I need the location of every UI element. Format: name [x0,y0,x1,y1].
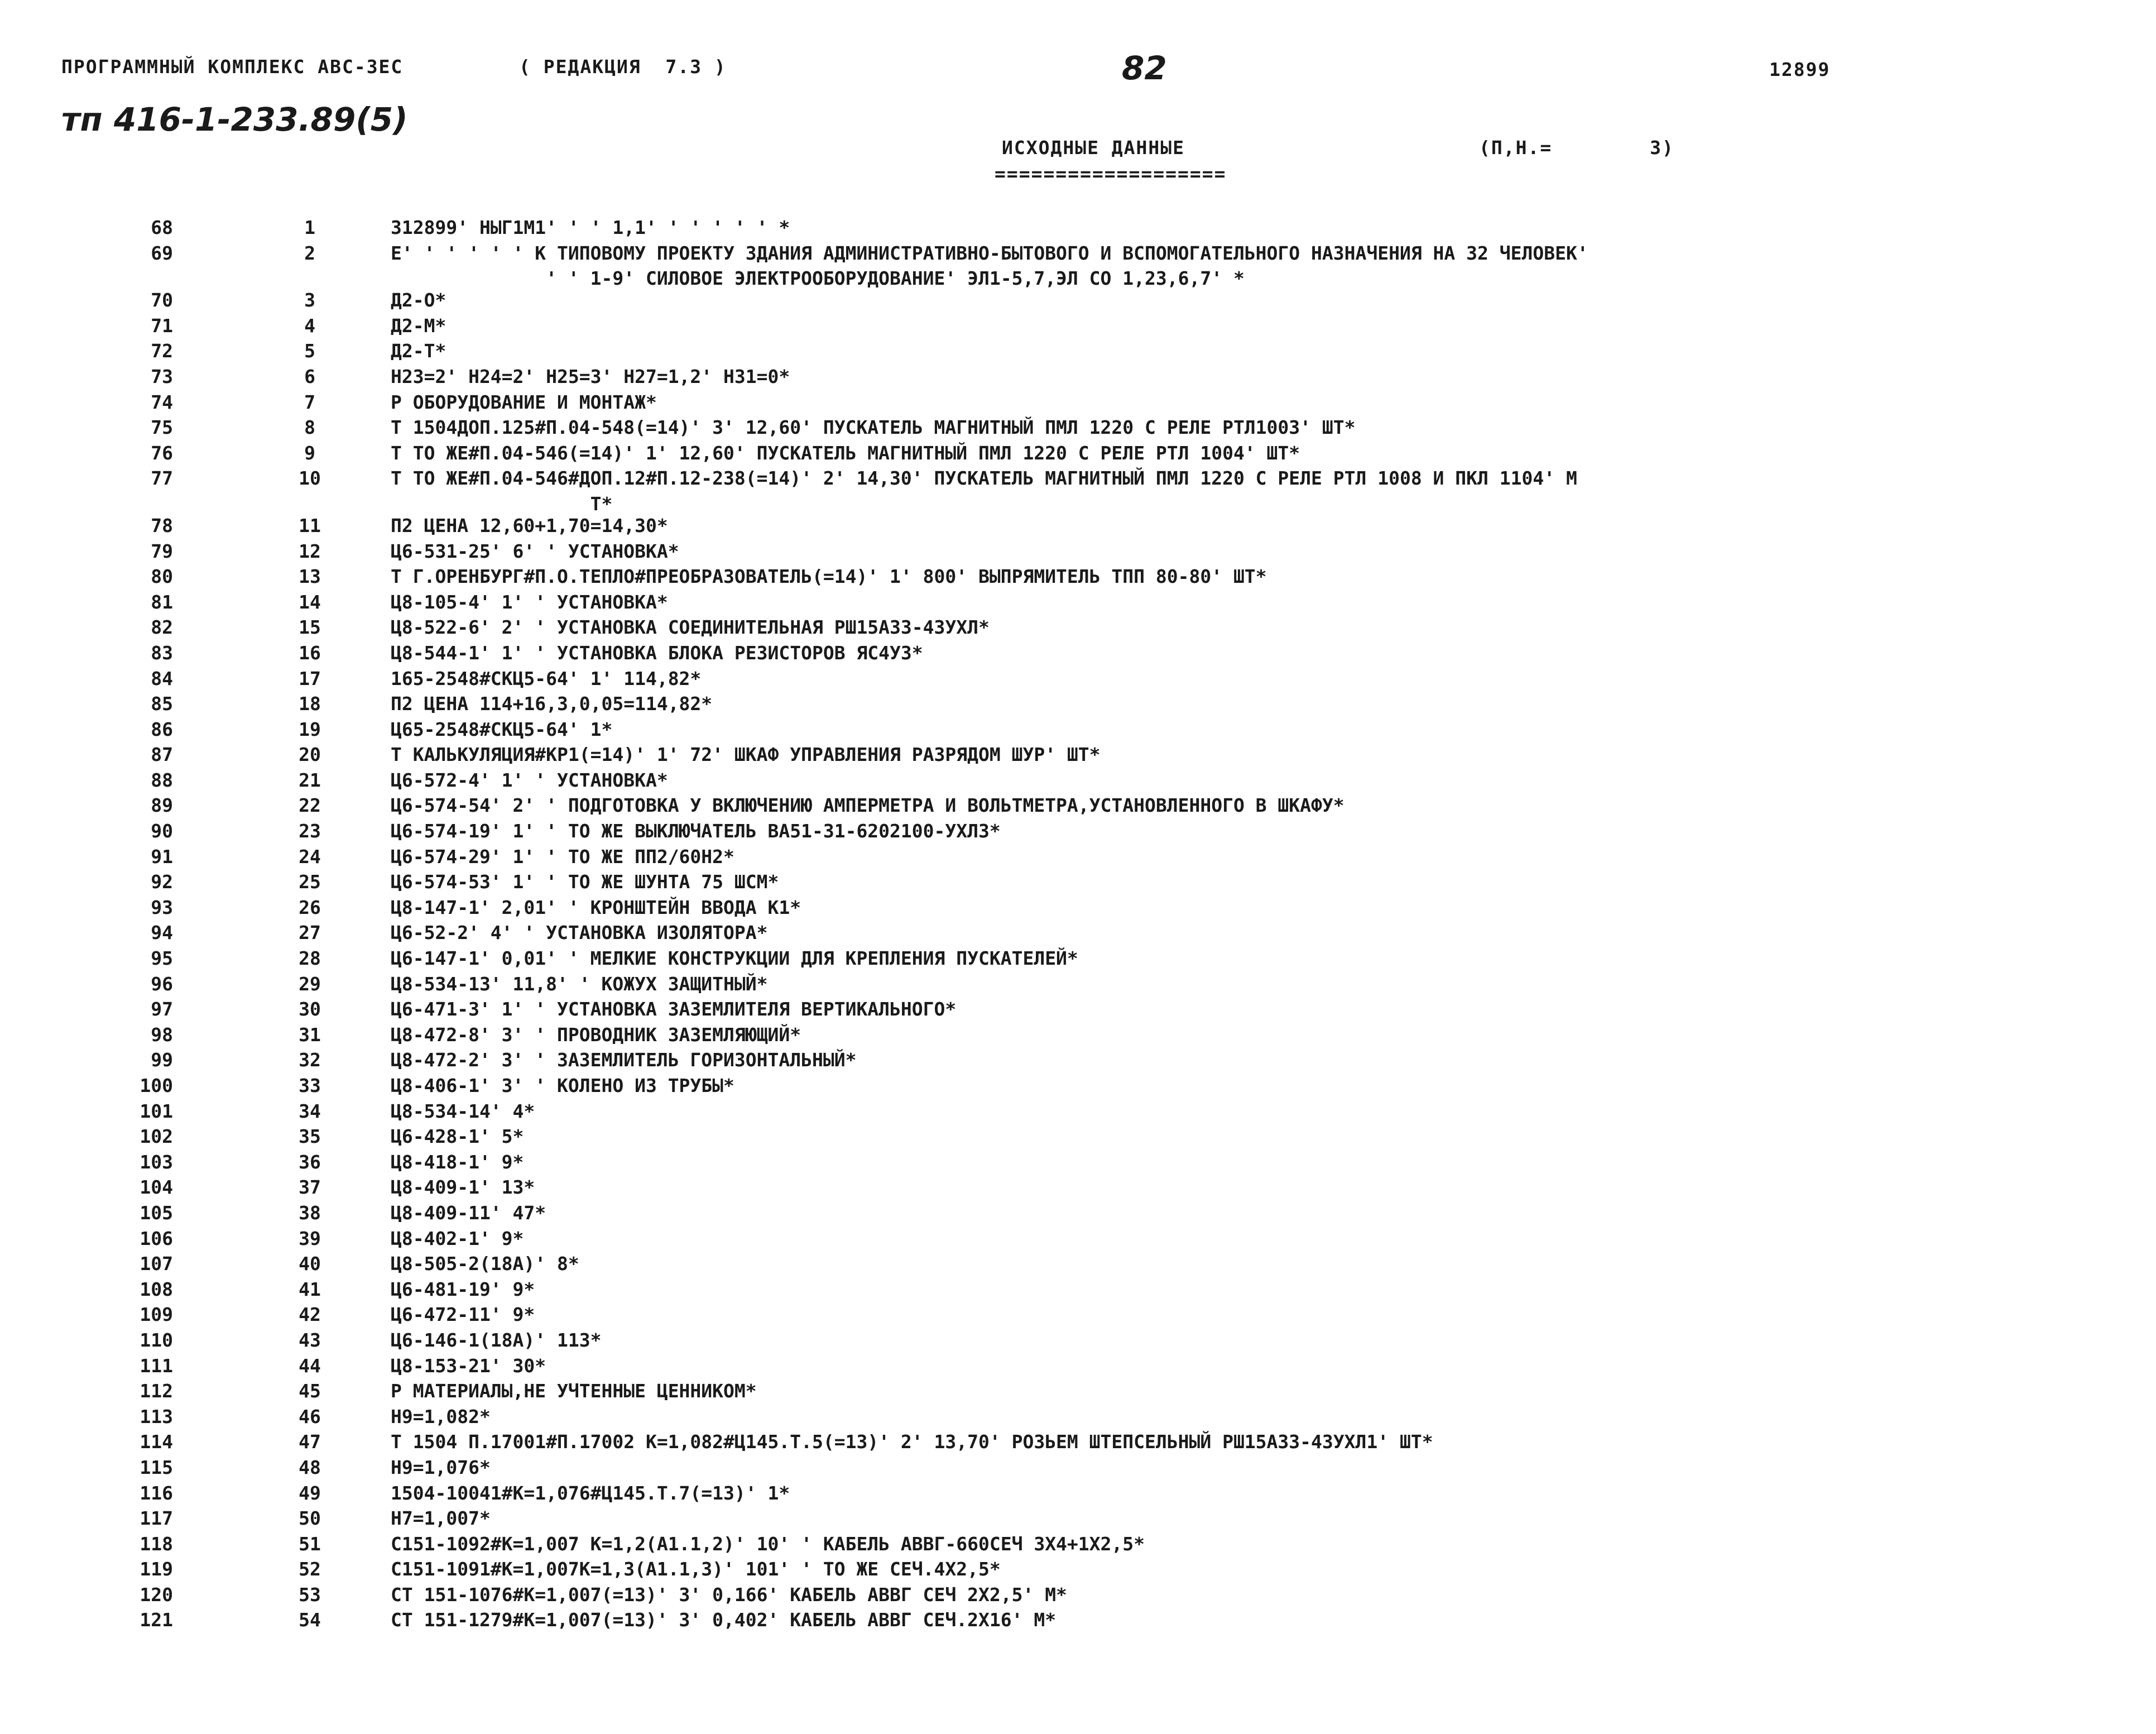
line-sequence-number: 76 [151,442,173,464]
statement-text: Ц8-105-4' 1' ' УСТАНОВКА* [391,591,668,613]
listing-row [112,590,2132,615]
listing-row [112,1277,2132,1302]
statement-number: 40 [299,1253,321,1275]
listing-row [112,1328,2132,1353]
statement-number: 19 [299,718,321,740]
statement-number: 44 [299,1354,321,1377]
statement-text: Т 1504ДОП.125#П.04-548(=14)' 3' 12,60' ПУСКАТЕЛЬ МАГНИТНЫЙ ПМЛ 1220 С РЕЛЕ РТЛ1003' ШТ* [391,416,1356,439]
listing-row [112,338,2132,364]
listing-row [112,844,2132,870]
statement-text: Т 1504 П.17001#П.17002 К=1,082#Ц145.Т.5(=13)' 2' 13,70' РОЗЬЕМ ШТЕПСЕЛЬНЫЙ РШ15А33-43УХЛ1' ШТ* [391,1431,1433,1453]
page-number: 82 [1122,49,1167,87]
line-sequence-number: 69 [151,242,173,264]
line-sequence-number: 115 [140,1456,173,1478]
line-sequence-number: 75 [151,416,173,439]
line-sequence-number: 93 [151,896,173,918]
statement-text: Ц6-471-3' 1' ' УСТАНОВКА ЗАЗЕМЛИТЕЛЯ ВЕРТИКАЛЬНОГО* [391,998,957,1021]
listing-row [112,1378,2132,1404]
statement-text: Ц6-472-11' 9* [391,1304,535,1326]
statement-number: 51 [299,1532,321,1555]
listing-row [112,491,2132,513]
statement-number: 33 [299,1075,321,1096]
line-sequence-number: 74 [151,391,173,413]
line-sequence-number: 72 [151,340,173,362]
statement-text: Т* [391,492,613,515]
statement-number: 41 [299,1278,321,1300]
listing-row [112,364,2132,390]
section-parameter: (П,Н.= 3) [1479,137,1674,159]
statement-text: Д2-О* [391,289,446,312]
statement-number: 48 [299,1456,321,1478]
line-sequence-number: 90 [151,820,173,842]
listing-row [112,215,2132,241]
statement-number: 16 [299,641,321,664]
line-sequence-number: 101 [140,1100,173,1122]
listing-row [112,1124,2132,1149]
statement-number: 35 [299,1125,321,1148]
statement-text: Р ОБОРУДОВАНИЕ И МОНТАЖ* [391,391,657,413]
line-sequence-number: 119 [140,1558,173,1580]
statement-text: СТ 151-1279#К=1,007(=13)' 3' 0,402' КАБЕЛЬ АВВГ СЕЧ.2Х16' М* [391,1609,1057,1631]
statement-text: Ц8-472-2' 3' ' ЗАЗЕМЛИТЕЛЬ ГОРИЗОНТАЛЬНЫЙ* [391,1049,857,1071]
statement-text: Ц6-428-1' 5* [391,1125,524,1148]
listing-row [112,440,2132,466]
listing-row [112,1607,2132,1633]
line-sequence-number: 71 [151,314,173,337]
section-underline: =================== [995,163,1227,185]
statement-text: Д2-Т* [391,340,446,362]
statement-number: 3 [304,289,315,312]
statement-number: 49 [299,1482,321,1504]
statement-text: Ц6-572-4' 1' ' УСТАНОВКА* [391,769,668,791]
statement-text: Е' ' ' ' ' ' К ТИПОВОМУ ПРОЕКТУ ЗДАНИЯ АДМИНИСТРАТИВНО-БЫТОВОГО И ВСПОМОГАТЕЛЬНОГО НАЗНАЧЕНИЯ НА 32 ЧЕЛОВЕК' [391,242,1588,264]
statement-text: Н23=2' Н24=2' Н25=3' Н27=1,2' Н31=0* [391,365,790,387]
project-code: тп 416-1-233.89(5) [61,100,408,138]
statement-text: Т КАЛЬКУЛЯЦИЯ#КР1(=14)' 1' 72' ШКАФ УПРАВЛЕНИЯ РАЗРЯДОМ ШУР' ШТ* [391,744,1101,766]
statement-number: 36 [299,1151,321,1173]
statement-number: 45 [299,1380,321,1402]
line-sequence-number: 114 [140,1431,173,1453]
statement-number: 43 [299,1329,321,1351]
statement-number: 12 [299,540,321,562]
listing-row [112,1531,2132,1557]
statement-text: Ц8-534-14' 4* [391,1100,535,1122]
statement-number: 52 [299,1558,321,1580]
statement-number: 34 [299,1100,321,1122]
statement-number: 15 [299,616,321,639]
statement-number: 1 [304,217,315,238]
statement-text: Ц8-402-1' 9* [391,1227,524,1249]
statement-number: 29 [299,973,321,995]
line-sequence-number: 117 [140,1507,173,1530]
line-sequence-number: 109 [140,1304,173,1326]
line-sequence-number: 97 [151,998,173,1021]
statement-number: 10 [299,467,321,490]
statement-text: С151-1092#К=1,007 К=1,2(А1.1,2)' 10' ' КАБЕЛЬ АВВГ-660СЕЧ 3Х4+1Х2,5* [391,1532,1145,1555]
statement-text: 312899' НЫГ1М1' ' ' 1,1' ' ' ' ' ' * [391,217,790,238]
line-sequence-number: 73 [151,365,173,387]
listing-row [112,793,2132,818]
statement-number: 28 [299,947,321,970]
statement-text: Ц8-534-13' 11,8' ' КОЖУХ ЗАЩИТНЫЙ* [391,973,768,995]
listing-row [112,1455,2132,1481]
listing-row [112,615,2132,640]
document-number: 12899 [1769,59,1831,80]
listing-row [112,1047,2132,1073]
statement-number: 37 [299,1176,321,1199]
listing-row [112,288,2132,313]
listing-row [112,1200,2132,1226]
line-sequence-number: 111 [140,1354,173,1377]
line-sequence-number: 82 [151,616,173,639]
statement-text: Ц6-574-29' 1' ' ТО ЖЕ ПП2/60Н2* [391,845,734,868]
statement-text: СТ 151-1076#К=1,007(=13)' 3' 0,166' КАБЕЛЬ АВВГ СЕЧ 2Х2,5' М* [391,1583,1067,1606]
listing-row [112,768,2132,793]
line-sequence-number: 88 [151,769,173,791]
listing-row [112,717,2132,743]
line-sequence-number: 70 [151,289,173,312]
statement-number: 11 [299,514,321,537]
listing-row [112,742,2132,768]
listing-row [112,1175,2132,1200]
listing-row [112,390,2132,415]
statement-text: ' ' 1-9' СИЛОВОЕ ЭЛЕКТРООБОРУДОВАНИЕ' ЭЛ1-5,7,ЭЛ СО 1,23,6,7' * [391,267,1245,290]
listing-row [112,1353,2132,1379]
statement-number: 22 [299,794,321,817]
statement-text: Ц6-574-19' 1' ' ТО ЖЕ ВЫКЛЮЧАТЕЛЬ ВА51-31-6202100-УХЛ3* [391,820,1001,842]
statement-text: Ц8-522-6' 2' ' УСТАНОВКА СОЕДИНИТЕЛЬНАЯ РШ15А33-43УХЛ* [391,616,990,639]
statement-number: 13 [299,566,321,588]
listing-row [112,971,2132,997]
statement-text: Ц6-574-53' 1' ' ТО ЖЕ ШУНТА 75 ШСМ* [391,871,779,893]
statement-text: Ц6-146-1(18А)' 113* [391,1329,602,1351]
statement-number: 54 [299,1609,321,1631]
statement-number: 17 [299,667,321,689]
listing-row [112,1251,2132,1277]
line-sequence-number: 95 [151,947,173,970]
listing-row [112,539,2132,564]
statement-text: Т ТО ЖЕ#П.04-546#ДОП.12#П.12-238(=14)' 2' 14,30' ПУСКАТЕЛЬ МАГНИТНЫЙ ПМЛ 1220 С РЕЛЕ РТЛ 1008 И ПКЛ 1104' М [391,467,1577,490]
statement-text: П2 ЦЕНА 114+16,3,0,05=114,82* [391,693,713,715]
statement-text: Ц8-409-1' 13* [391,1176,535,1199]
listing-row [112,1481,2132,1506]
line-sequence-number: 102 [140,1125,173,1148]
listing-row [112,1429,2132,1455]
listing-row [112,895,2132,921]
line-sequence-number: 113 [140,1405,173,1428]
statement-text: Т Г.ОРЕНБУРГ#П.О.ТЕПЛО#ПРЕОБРАЗОВАТЕЛЬ(=14)' 1' 800' ВЫПРЯМИТЕЛЬ ТПП 80-80' ШТ* [391,566,1267,588]
line-sequence-number: 120 [140,1583,173,1606]
line-sequence-number: 85 [151,693,173,715]
listing-row [112,1073,2132,1099]
edition-label: ( РЕДАКЦИЯ 7.3 ) [519,56,727,78]
listing-row [112,1404,2132,1430]
listing-row [112,1149,2132,1175]
line-sequence-number: 108 [140,1278,173,1300]
listing-row [112,869,2132,895]
statement-number: 21 [299,769,321,791]
listing-row [112,415,2132,440]
listing-row [112,266,2132,288]
listing-row [112,1556,2132,1582]
statement-number: 32 [299,1049,321,1071]
line-sequence-number: 106 [140,1227,173,1249]
listing-row [112,691,2132,717]
line-sequence-number: 92 [151,871,173,893]
line-sequence-number: 98 [151,1023,173,1046]
line-sequence-number: 91 [151,845,173,868]
statement-number: 53 [299,1583,321,1606]
statement-text: Ц6-481-19' 9* [391,1278,535,1300]
statement-number: 25 [299,871,321,893]
listing-row [112,1226,2132,1252]
statement-number: 8 [304,416,315,439]
listing-row [112,946,2132,971]
statement-text: Н7=1,007* [391,1507,491,1530]
listing-row [112,313,2132,339]
statement-number: 30 [299,998,321,1021]
statement-text: Р МАТЕРИАЛЫ,НЕ УЧТЕННЫЕ ЦЕННИКОМ* [391,1380,757,1402]
statement-text: Д2-М* [391,314,446,337]
line-sequence-number: 83 [151,641,173,664]
program-title: ПРОГРАММНЫЙ КОМПЛЕКС АВС-ЗЕС [61,56,404,78]
statement-number: 5 [304,340,315,362]
statement-number: 18 [299,693,321,715]
statement-text: Ц6-531-25' 6' ' УСТАНОВКА* [391,540,679,562]
statement-number: 42 [299,1304,321,1326]
statement-text: Ц8-409-11' 47* [391,1201,546,1224]
statement-text: Ц8-406-1' 3' ' КОЛЕНО ИЗ ТРУБЫ* [391,1075,734,1096]
line-sequence-number: 77 [151,467,173,490]
statement-text: Ц6-574-54' 2' ' ПОДГОТОВКА У ВКЛЮЧЕНИЮ АМПЕРМЕТРА И ВОЛЬТМЕТРА,УСТАНОВЛЕННОГО В ШКАФУ* [391,794,1345,817]
statement-text: Ц8-544-1' 1' ' УСТАНОВКА БЛОКА РЕЗИСТОРОВ ЯС4УЗ* [391,641,923,664]
line-sequence-number: 116 [140,1482,173,1504]
statement-text: С151-1091#К=1,007К=1,3(А1.1,3)' 101' ' ТО ЖЕ СЕЧ.4Х2,5* [391,1558,1001,1580]
statement-text: Ц8-418-1' 9* [391,1151,524,1173]
statement-text: Ц8-153-21' 30* [391,1354,546,1377]
statement-number: 27 [299,922,321,944]
line-sequence-number: 103 [140,1151,173,1173]
line-sequence-number: 121 [140,1609,173,1631]
statement-text: Н9=1,082* [391,1405,491,1428]
statement-text: Ц6-147-1' 0,01' ' МЕЛКИЕ КОНСТРУКЦИИ ДЛЯ КРЕПЛЕНИЯ ПУСКАТЕЛЕЙ* [391,947,1078,970]
line-sequence-number: 105 [140,1201,173,1224]
line-sequence-number: 80 [151,566,173,588]
source-data-listing [112,215,2132,1633]
listing-row [112,466,2132,491]
line-sequence-number: 112 [140,1380,173,1402]
line-sequence-number: 94 [151,922,173,944]
statement-number: 4 [304,314,315,337]
line-sequence-number: 84 [151,667,173,689]
statement-text: Ц8-505-2(18А)' 8* [391,1253,579,1275]
listing-row [112,1506,2132,1531]
statement-number: 24 [299,845,321,868]
line-sequence-number: 104 [140,1176,173,1199]
statement-number: 46 [299,1405,321,1428]
listing-row [112,513,2132,539]
line-sequence-number: 68 [151,217,173,238]
statement-number: 14 [299,591,321,613]
statement-number: 20 [299,744,321,766]
statement-text: П2 ЦЕНА 12,60+1,70=14,30* [391,514,668,537]
statement-number: 31 [299,1023,321,1046]
listing-row [112,666,2132,692]
listing-row [112,564,2132,590]
line-sequence-number: 110 [140,1329,173,1351]
statement-text: Ц8-147-1' 2,01' ' КРОНШТЕЙН ВВОДА К1* [391,896,801,918]
statement-number: 7 [304,391,315,413]
statement-number: 47 [299,1431,321,1453]
line-sequence-number: 118 [140,1532,173,1555]
line-sequence-number: 100 [140,1075,173,1096]
line-sequence-number: 96 [151,973,173,995]
line-sequence-number: 78 [151,514,173,537]
statement-text: Ц6-52-2' 4' ' УСТАНОВКА ИЗОЛЯТОРА* [391,922,768,944]
listing-row [112,1582,2132,1608]
statement-text: Т ТО ЖЕ#П.04-546(=14)' 1' 12,60' ПУСКАТЕЛЬ МАГНИТНЫЙ ПМЛ 1220 С РЕЛЕ РТЛ 1004' ШТ* [391,442,1300,464]
line-sequence-number: 87 [151,744,173,766]
listing-row [112,241,2132,266]
line-sequence-number: 99 [151,1049,173,1071]
statement-text: Ц8-472-8' 3' ' ПРОВОДНИК ЗАЗЕМЛЯЮЩИЙ* [391,1023,801,1046]
listing-row [112,1099,2132,1124]
statement-number: 2 [304,242,315,264]
line-sequence-number: 79 [151,540,173,562]
section-title: ИСХОДНЫЕ ДАННЫЕ [1002,137,1185,159]
statement-number: 38 [299,1201,321,1224]
statement-number: 50 [299,1507,321,1530]
listing-row [112,640,2132,666]
line-sequence-number: 86 [151,718,173,740]
listing-row [112,1022,2132,1048]
line-sequence-number: 89 [151,794,173,817]
statement-text: Н9=1,076* [391,1456,491,1478]
listing-row [112,818,2132,844]
line-sequence-number: 81 [151,591,173,613]
statement-number: 9 [304,442,315,464]
statement-text: 165-2548#СКЦ5-64' 1' 114,82* [391,667,702,689]
listing-row [112,997,2132,1022]
statement-text: 1504-10041#К=1,076#Ц145.Т.7(=13)' 1* [391,1482,790,1504]
statement-number: 39 [299,1227,321,1249]
statement-number: 23 [299,820,321,842]
listing-row [112,920,2132,946]
listing-row [112,1302,2132,1328]
statement-text: Ц65-2548#СКЦ5-64' 1* [391,718,613,740]
statement-number: 6 [304,365,315,387]
statement-number: 26 [299,896,321,918]
line-sequence-number: 107 [140,1253,173,1275]
